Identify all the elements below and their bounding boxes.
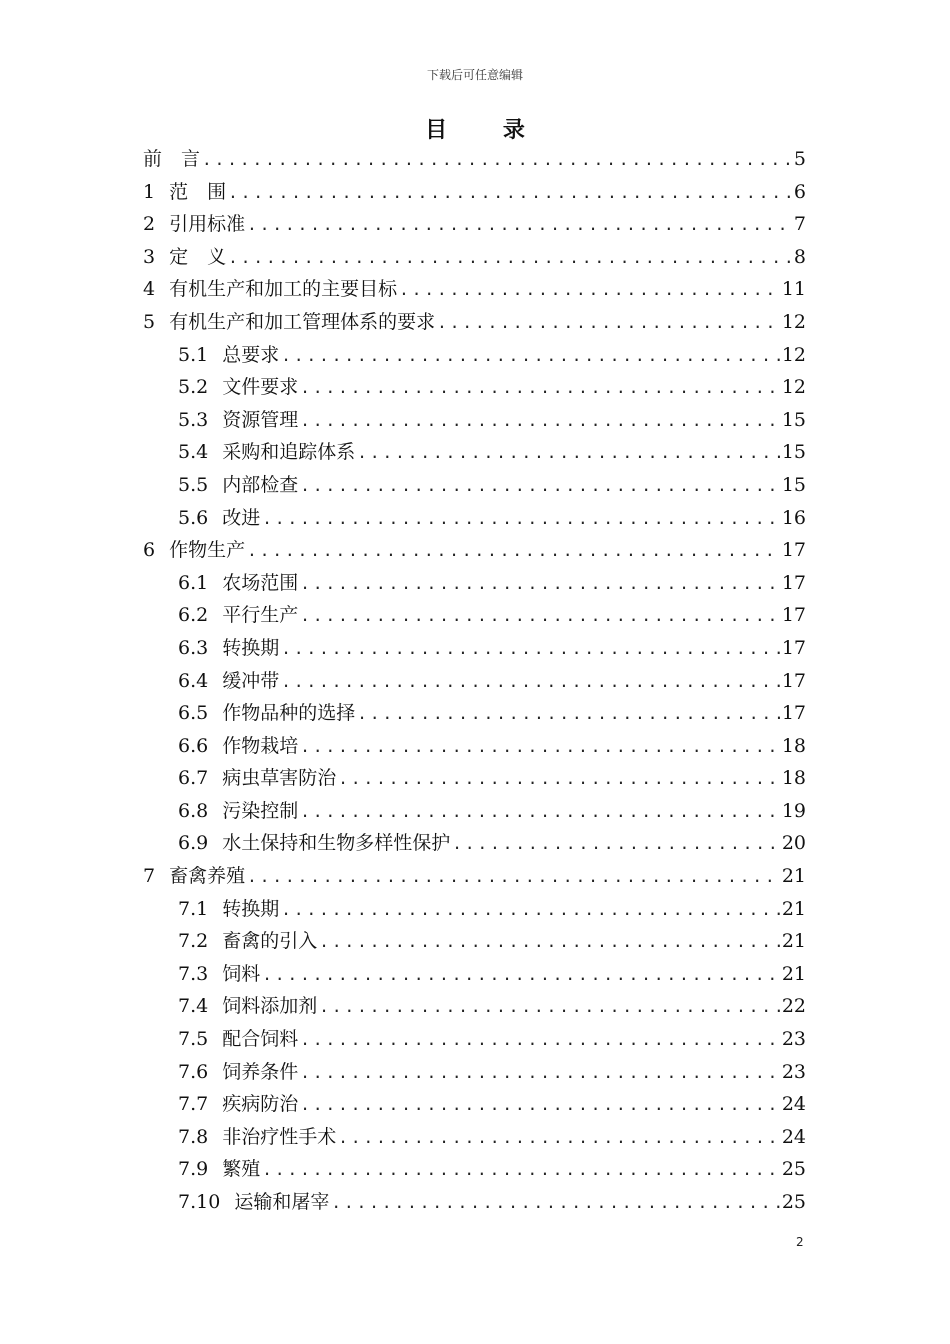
- toc-entry-label: 缓冲带: [222, 669, 280, 692]
- toc-entry-page: 16: [781, 506, 806, 529]
- toc-entry[interactable]: [143, 990, 806, 1023]
- toc-entry[interactable]: [143, 1088, 806, 1121]
- toc-entry-page: 15: [781, 408, 806, 431]
- toc-entry-page: 25: [781, 1158, 806, 1181]
- toc-entry-label: 定 义: [169, 245, 227, 268]
- toc-entry-number: 7.4: [178, 995, 209, 1018]
- toc-entry-number: 7.10: [178, 1191, 221, 1213]
- toc-entry-label: 畜禽养殖: [169, 865, 246, 888]
- toc-entry[interactable]: [143, 1186, 806, 1219]
- toc-entry-number: 7.7: [178, 1093, 209, 1116]
- toc-entry[interactable]: [143, 827, 806, 860]
- dot-leader: [281, 666, 780, 699]
- dot-leader: [300, 1024, 780, 1057]
- toc-entry-number: 6.4: [178, 669, 209, 692]
- toc-entry-page: 21: [781, 897, 806, 920]
- dot-leader: [338, 763, 780, 796]
- toc-entry-page: 15: [781, 473, 806, 496]
- toc-entry[interactable]: [143, 534, 806, 567]
- toc-entry-number: 5.1: [178, 343, 209, 366]
- dot-leader: [357, 698, 780, 731]
- toc-entry[interactable]: [143, 404, 806, 437]
- toc-entry-label: 农场范围: [222, 571, 299, 594]
- toc-entry[interactable]: [143, 208, 806, 241]
- toc-entry-page: 17: [781, 539, 806, 562]
- toc-entry-label: 运输和屠宰: [234, 1191, 330, 1213]
- dot-leader: [300, 1089, 780, 1122]
- toc-entry-page: 22: [781, 995, 806, 1018]
- dot-leader: [331, 1187, 779, 1220]
- toc-entry-number: 6.8: [178, 799, 209, 822]
- dot-leader: [300, 600, 780, 633]
- toc-entry-page: 17: [781, 636, 806, 659]
- toc-entry[interactable]: [143, 762, 806, 795]
- toc-entry-number: 5.6: [178, 506, 209, 529]
- dot-leader: [319, 991, 780, 1024]
- dot-leader: [228, 242, 792, 275]
- toc-entry-number: 7.9: [178, 1158, 209, 1181]
- toc-entry-number: 7.3: [178, 962, 209, 985]
- toc-entry-number: 6.2: [178, 604, 209, 627]
- dot-leader: [319, 926, 780, 959]
- toc-entry-page: 17: [781, 669, 806, 692]
- dot-leader: [300, 1057, 780, 1090]
- toc-entry-number: 7.6: [178, 1060, 209, 1083]
- toc-entry-page: 15: [781, 441, 806, 464]
- toc-entry-label: 水土保持和生物多样性保护: [222, 832, 451, 855]
- toc-entry-page: 12: [781, 343, 806, 366]
- toc-entry-label: 非治疗性手术: [222, 1125, 337, 1148]
- toc-entry-number: 7: [143, 865, 156, 888]
- toc-entry-page: 17: [781, 604, 806, 627]
- toc-entry-page: 17: [781, 702, 806, 725]
- toc-entry-label: 畜禽的引入: [222, 930, 318, 953]
- toc-entry-number: 2: [143, 213, 156, 236]
- toc-entry-label: 有机生产和加工的主要目标: [169, 278, 398, 301]
- toc-entry[interactable]: [143, 730, 806, 763]
- dot-leader: [247, 861, 780, 894]
- dot-leader: [228, 177, 792, 210]
- toc-title: 目 录: [425, 118, 549, 143]
- toc-entry-label: 作物生产: [169, 539, 246, 562]
- toc-entry[interactable]: [143, 339, 806, 372]
- toc-entry-number: 6: [143, 539, 156, 562]
- toc-entry[interactable]: [143, 697, 806, 730]
- dot-leader: [281, 633, 780, 666]
- toc-entry-page: 7: [793, 213, 806, 236]
- dot-leader: [300, 731, 780, 764]
- toc-entry-label: 内部检查: [222, 473, 299, 496]
- dot-leader: [399, 274, 780, 307]
- toc-entry-label: 作物品种的选择: [222, 702, 356, 725]
- toc-entry-page: 18: [781, 767, 806, 790]
- toc-entry-number: 5: [143, 310, 156, 333]
- toc-entry-label: 总要求: [222, 343, 280, 366]
- dot-leader: [262, 503, 780, 536]
- toc-entry-page: 12: [781, 310, 806, 333]
- toc-entry[interactable]: [143, 469, 806, 502]
- page-number: 2: [796, 1235, 804, 1249]
- header-note: 下载后可任意编辑: [426, 68, 523, 82]
- toc-entry-label: 转换期: [222, 897, 280, 920]
- dot-leader: [300, 372, 780, 405]
- toc-entry-number: 7.8: [178, 1125, 209, 1148]
- toc-entry-number: 4: [143, 278, 156, 301]
- toc-entry-page: 8: [793, 245, 806, 268]
- toc-entry-page: 11: [781, 278, 806, 301]
- toc-entry-page: 6: [793, 180, 806, 203]
- toc-entry-label: 繁殖: [222, 1158, 261, 1181]
- toc-entry-label: 饲养条件: [222, 1060, 299, 1083]
- toc-entry-label: 配合饲料: [222, 1028, 299, 1051]
- toc-entry[interactable]: [143, 632, 806, 665]
- toc-entry-page: 21: [781, 962, 806, 985]
- toc-entry-label: 平行生产: [222, 604, 299, 627]
- dot-leader: [247, 535, 780, 568]
- toc-entry-number: 6.1: [178, 571, 209, 594]
- toc-entry-page: 18: [781, 734, 806, 757]
- dot-leader: [338, 1122, 780, 1155]
- toc-entry-number: 6.7: [178, 767, 209, 790]
- dot-leader: [262, 1154, 780, 1187]
- toc-entry-page: 19: [781, 799, 806, 822]
- toc-entry-label: 转换期: [222, 636, 280, 659]
- toc-entry-label: 有机生产和加工管理体系的要求: [169, 310, 436, 333]
- toc-entry[interactable]: [143, 1153, 806, 1186]
- dot-leader: [300, 405, 780, 438]
- toc-entry-number: 5.4: [178, 441, 209, 464]
- toc-entry[interactable]: [143, 306, 806, 339]
- toc-entry[interactable]: [143, 958, 806, 991]
- toc-entry-number: 6.3: [178, 636, 209, 659]
- toc-entry[interactable]: [143, 665, 806, 698]
- toc-entry-page: 24: [781, 1093, 806, 1116]
- toc-entry[interactable]: [143, 176, 806, 209]
- toc-entry[interactable]: [143, 860, 806, 893]
- toc-entry[interactable]: [143, 241, 806, 274]
- toc-entry-page: 20: [781, 832, 806, 855]
- dot-leader: [300, 796, 780, 829]
- toc-entry-label: 疾病防治: [222, 1093, 299, 1116]
- toc-entry-page: 21: [781, 865, 806, 888]
- toc-entry[interactable]: [143, 567, 806, 600]
- toc-entry[interactable]: [143, 143, 806, 176]
- toc-entry-page: 21: [781, 930, 806, 953]
- dot-leader: [262, 959, 780, 992]
- toc-entry-label: 作物栽培: [222, 734, 299, 757]
- toc-entry-label: 文件要求: [222, 376, 299, 399]
- dot-leader: [452, 828, 780, 861]
- toc-entry[interactable]: [143, 599, 806, 632]
- toc-entry-number: 7.2: [178, 930, 209, 953]
- toc-entry[interactable]: [143, 1056, 806, 1089]
- toc-entry[interactable]: [143, 436, 806, 469]
- dot-leader: [202, 144, 792, 177]
- toc-entry[interactable]: [143, 893, 806, 926]
- toc-entry[interactable]: [143, 502, 806, 535]
- toc-entry-number: 6.6: [178, 734, 209, 757]
- toc-entry-page: 23: [781, 1028, 806, 1051]
- toc-entry-label: 前 言: [143, 148, 201, 170]
- toc-entry-page: 17: [781, 571, 806, 594]
- toc-entry-label: 污染控制: [222, 799, 299, 822]
- toc-entry-page: 5: [793, 148, 806, 170]
- toc-entry-label: 改进: [222, 506, 261, 529]
- toc-entry-label: 病虫草害防治: [222, 767, 337, 790]
- toc-entry-label: 引用标准: [169, 213, 246, 236]
- toc-entry[interactable]: [143, 1121, 806, 1154]
- toc-entry[interactable]: [143, 371, 806, 404]
- toc-entry-label: 饲料: [222, 962, 261, 985]
- dot-leader: [357, 437, 780, 470]
- toc-entry-number: 3: [143, 245, 156, 268]
- toc-entry-label: 饲料添加剂: [222, 995, 318, 1018]
- dot-leader: [281, 340, 780, 373]
- toc-entry[interactable]: [143, 1023, 806, 1056]
- toc-entry-label: 范 围: [169, 180, 227, 203]
- toc-entry-number: 7.5: [178, 1028, 209, 1051]
- table-of-contents: [143, 143, 806, 1219]
- toc-entry-number: 5.5: [178, 473, 209, 496]
- toc-entry-page: 24: [781, 1125, 806, 1148]
- toc-entry-label: 资源管理: [222, 408, 299, 431]
- dot-leader: [437, 307, 780, 340]
- toc-entry-number: 1: [143, 180, 156, 203]
- toc-entry-page: 23: [781, 1060, 806, 1083]
- dot-leader: [247, 209, 792, 242]
- dot-leader: [300, 568, 780, 601]
- toc-entry[interactable]: [143, 925, 806, 958]
- toc-entry-number: 5.3: [178, 408, 209, 431]
- toc-entry-number: 5.2: [178, 376, 209, 399]
- toc-entry-page: 12: [781, 376, 806, 399]
- toc-entry-number: 6.5: [178, 702, 209, 725]
- toc-entry[interactable]: [143, 273, 806, 306]
- toc-entry-page: 25: [781, 1191, 806, 1213]
- dot-leader: [281, 894, 780, 927]
- toc-entry[interactable]: [143, 795, 806, 828]
- toc-entry-label: 采购和追踪体系: [222, 441, 356, 464]
- dot-leader: [300, 470, 780, 503]
- toc-entry-number: 7.1: [178, 897, 209, 920]
- toc-entry-number: 6.9: [178, 832, 209, 855]
